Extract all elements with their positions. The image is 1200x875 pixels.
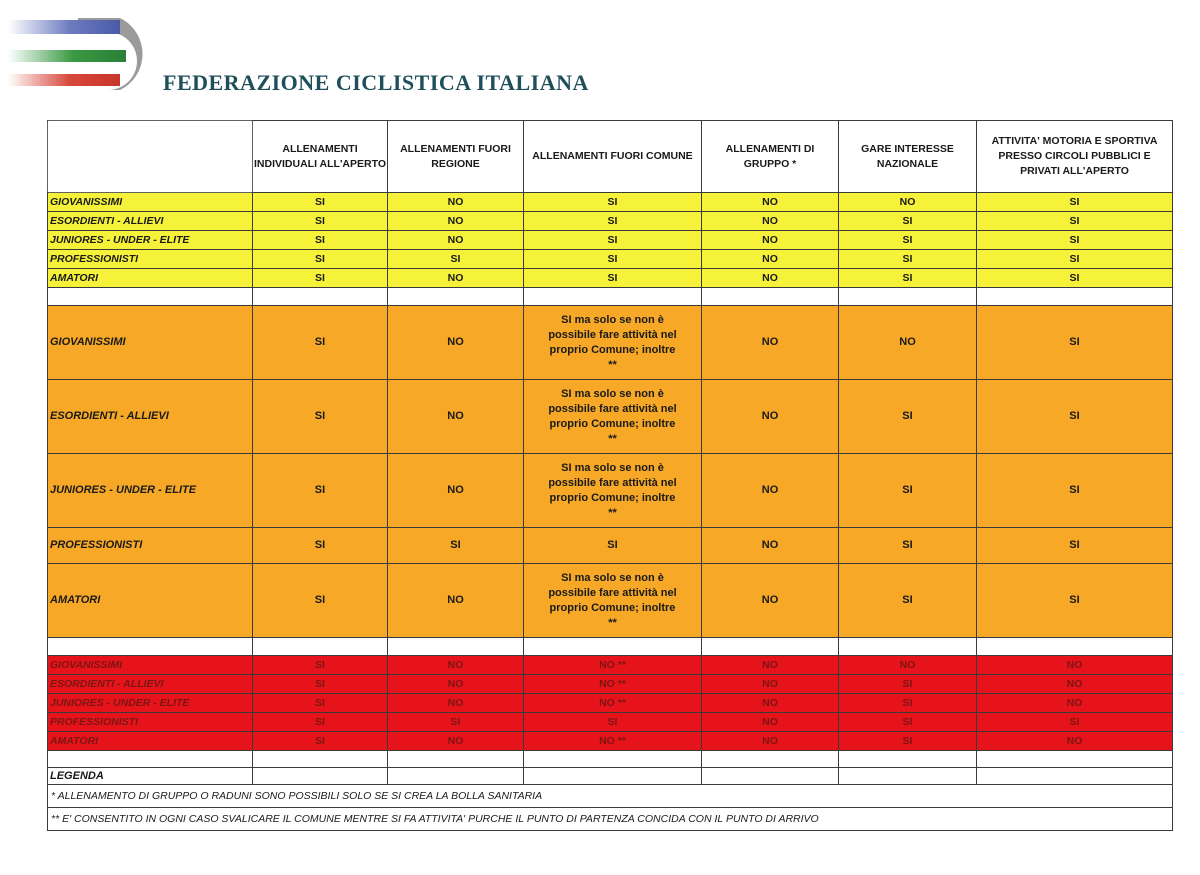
value-cell: SI: [253, 694, 388, 713]
empty-cell: [48, 288, 253, 306]
value-cell: NO **: [524, 675, 702, 694]
value-cell: SI ma solo se non è possibile fare attività nel proprio Comune; inoltre **: [524, 564, 702, 638]
empty-cell: [253, 288, 388, 306]
orange-zone-row: [48, 528, 1173, 564]
value-cell: SI: [524, 212, 702, 231]
value-cell: SI: [977, 454, 1173, 528]
value-cell: NO: [388, 269, 524, 288]
value-cell: SI: [839, 528, 977, 564]
header-blank-cell: [48, 121, 253, 193]
value-cell: NO: [702, 694, 839, 713]
empty-cell: [839, 768, 977, 785]
value-cell: SI: [977, 380, 1173, 454]
value-cell: SI: [977, 250, 1173, 269]
category-cell: ESORDIENTI - ALLIEVI: [48, 212, 253, 231]
value-cell: NO: [388, 694, 524, 713]
yellow-zone-row: [48, 250, 1173, 269]
empty-cell: [839, 751, 977, 768]
value-cell: SI ma solo se non è possibile fare attività nel proprio Comune; inoltre **: [524, 380, 702, 454]
empty-cell: [48, 638, 253, 656]
spacer-row: [48, 751, 1173, 768]
value-cell: NO: [388, 564, 524, 638]
value-cell: SI: [839, 380, 977, 454]
value-cell: SI: [839, 231, 977, 250]
value-cell: SI: [977, 212, 1173, 231]
value-cell: NO: [702, 306, 839, 380]
column-header: ALLENAMENTI FUORI REGIONE: [388, 121, 524, 193]
value-cell: SI: [388, 713, 524, 732]
empty-cell: [388, 768, 524, 785]
value-cell: NO: [702, 212, 839, 231]
value-cell: NO: [702, 380, 839, 454]
red-zone-row: [48, 732, 1173, 751]
value-cell: NO: [839, 193, 977, 212]
value-cell: NO: [977, 732, 1173, 751]
value-cell: SI ma solo se non è possibile fare attività nel proprio Comune; inoltre **: [524, 454, 702, 528]
value-cell: SI: [253, 212, 388, 231]
regulations-table: [47, 120, 1173, 831]
orange-zone-row: [48, 306, 1173, 380]
value-cell: SI: [253, 231, 388, 250]
value-cell: NO: [702, 528, 839, 564]
column-header: GARE INTERESSE NAZIONALE: [839, 121, 977, 193]
red-zone-row: [48, 713, 1173, 732]
category-cell: AMATORI: [48, 564, 253, 638]
empty-cell: [702, 751, 839, 768]
legend-title: LEGENDA: [48, 768, 253, 785]
value-cell: NO: [702, 269, 839, 288]
yellow-zone-row: [48, 212, 1173, 231]
value-cell: NO: [977, 675, 1173, 694]
value-cell: SI: [524, 231, 702, 250]
empty-cell: [702, 638, 839, 656]
value-cell: SI: [977, 713, 1173, 732]
orange-zone-row: [48, 380, 1173, 454]
value-cell: NO: [702, 656, 839, 675]
value-cell: NO **: [524, 694, 702, 713]
red-zone-row: [48, 675, 1173, 694]
legend-note-row: [48, 808, 1173, 831]
empty-cell: [977, 288, 1173, 306]
category-cell: GIOVANISSIMI: [48, 656, 253, 675]
category-cell: GIOVANISSIMI: [48, 193, 253, 212]
empty-cell: [253, 638, 388, 656]
empty-cell: [524, 288, 702, 306]
category-cell: JUNIORES - UNDER - ELITE: [48, 231, 253, 250]
value-cell: SI: [253, 564, 388, 638]
yellow-zone-row: [48, 269, 1173, 288]
value-cell: SI: [977, 528, 1173, 564]
value-cell: SI: [253, 380, 388, 454]
value-cell: SI: [253, 732, 388, 751]
value-cell: SI: [839, 564, 977, 638]
spacer-row: [48, 288, 1173, 306]
value-cell: SI: [839, 713, 977, 732]
value-cell: SI: [388, 528, 524, 564]
value-cell: SI: [977, 193, 1173, 212]
value-cell: NO: [702, 713, 839, 732]
value-cell: NO **: [524, 656, 702, 675]
legend-row: [48, 768, 1173, 785]
empty-cell: [524, 768, 702, 785]
value-cell: NO: [702, 454, 839, 528]
value-cell: SI: [524, 193, 702, 212]
value-cell: SI: [839, 694, 977, 713]
empty-cell: [702, 768, 839, 785]
value-cell: SI: [524, 713, 702, 732]
value-cell: NO: [388, 231, 524, 250]
empty-cell: [253, 751, 388, 768]
empty-cell: [524, 638, 702, 656]
value-cell: SI: [253, 250, 388, 269]
value-cell: SI: [388, 250, 524, 269]
value-cell: SI: [977, 564, 1173, 638]
value-cell: NO: [839, 306, 977, 380]
category-cell: JUNIORES - UNDER - ELITE: [48, 694, 253, 713]
header-row: [48, 121, 1173, 193]
value-cell: NO: [702, 193, 839, 212]
empty-cell: [977, 638, 1173, 656]
empty-cell: [977, 768, 1173, 785]
organization-name: FEDERAZIONE CICLISTICA ITALIANA: [163, 70, 589, 95]
value-cell: SI: [253, 454, 388, 528]
column-header: ALLENAMENTI INDIVIDUALI ALL'APERTO: [253, 121, 388, 193]
category-cell: ESORDIENTI - ALLIEVI: [48, 380, 253, 454]
legend-note: * ALLENAMENTO DI GRUPPO O RADUNI SONO POSSIBILI SOLO SE SI CREA LA BOLLA SANITARIA: [48, 785, 1173, 808]
empty-cell: [388, 638, 524, 656]
value-cell: NO: [839, 656, 977, 675]
value-cell: SI: [253, 675, 388, 694]
category-cell: PROFESSIONISTI: [48, 528, 253, 564]
value-cell: SI: [524, 269, 702, 288]
value-cell: SI: [253, 656, 388, 675]
yellow-zone-row: [48, 193, 1173, 212]
value-cell: SI: [524, 250, 702, 269]
category-cell: PROFESSIONISTI: [48, 713, 253, 732]
value-cell: SI: [253, 193, 388, 212]
category-cell: AMATORI: [48, 732, 253, 751]
empty-cell: [253, 768, 388, 785]
value-cell: SI: [839, 675, 977, 694]
legend-note: ** E' CONSENTITO IN OGNI CASO SVALICARE IL COMUNE MENTRE SI FA ATTIVITA' PURCHE IL PUNTO DI PARTENZA CONCIDA CON IL PUNTO DI ARRIVO: [48, 808, 1173, 831]
red-zone-row: [48, 694, 1173, 713]
value-cell: NO: [388, 675, 524, 694]
value-cell: NO: [388, 732, 524, 751]
value-cell: SI: [839, 212, 977, 231]
category-cell: JUNIORES - UNDER - ELITE: [48, 454, 253, 528]
value-cell: SI: [253, 269, 388, 288]
value-cell: SI: [253, 713, 388, 732]
empty-cell: [388, 751, 524, 768]
value-cell: SI: [253, 306, 388, 380]
category-cell: ESORDIENTI - ALLIEVI: [48, 675, 253, 694]
value-cell: SI: [253, 528, 388, 564]
orange-zone-row: [48, 454, 1173, 528]
value-cell: SI: [839, 454, 977, 528]
value-cell: NO: [977, 694, 1173, 713]
value-cell: NO **: [524, 732, 702, 751]
column-header: ATTIVITA' MOTORIA E SPORTIVA PRESSO CIRCOLI PUBBLICI E PRIVATI ALL'APERTO: [977, 121, 1173, 193]
category-cell: GIOVANISSIMI: [48, 306, 253, 380]
empty-cell: [48, 751, 253, 768]
category-cell: AMATORI: [48, 269, 253, 288]
value-cell: NO: [388, 656, 524, 675]
value-cell: SI: [977, 231, 1173, 250]
value-cell: SI: [839, 269, 977, 288]
value-cell: NO: [388, 306, 524, 380]
value-cell: NO: [702, 675, 839, 694]
yellow-zone-row: [48, 231, 1173, 250]
column-header: ALLENAMENTI DI GRUPPO *: [702, 121, 839, 193]
empty-cell: [524, 751, 702, 768]
value-cell: SI: [524, 528, 702, 564]
empty-cell: [702, 288, 839, 306]
value-cell: NO: [702, 732, 839, 751]
empty-cell: [388, 288, 524, 306]
value-cell: NO: [702, 231, 839, 250]
fci-logo: [8, 10, 168, 98]
value-cell: NO: [388, 454, 524, 528]
value-cell: NO: [388, 212, 524, 231]
legend-note-row: [48, 785, 1173, 808]
empty-cell: [977, 751, 1173, 768]
red-zone-row: [48, 656, 1173, 675]
value-cell: SI: [839, 250, 977, 269]
value-cell: SI ma solo se non è possibile fare attività nel proprio Comune; inoltre **: [524, 306, 702, 380]
value-cell: NO: [702, 250, 839, 269]
value-cell: SI: [977, 306, 1173, 380]
spacer-row: [48, 638, 1173, 656]
category-cell: PROFESSIONISTI: [48, 250, 253, 269]
value-cell: SI: [977, 269, 1173, 288]
empty-cell: [839, 288, 977, 306]
value-cell: SI: [839, 732, 977, 751]
value-cell: NO: [388, 193, 524, 212]
column-header: ALLENAMENTI FUORI COMUNE: [524, 121, 702, 193]
empty-cell: [839, 638, 977, 656]
value-cell: NO: [388, 380, 524, 454]
value-cell: NO: [977, 656, 1173, 675]
orange-zone-row: [48, 564, 1173, 638]
value-cell: NO: [702, 564, 839, 638]
